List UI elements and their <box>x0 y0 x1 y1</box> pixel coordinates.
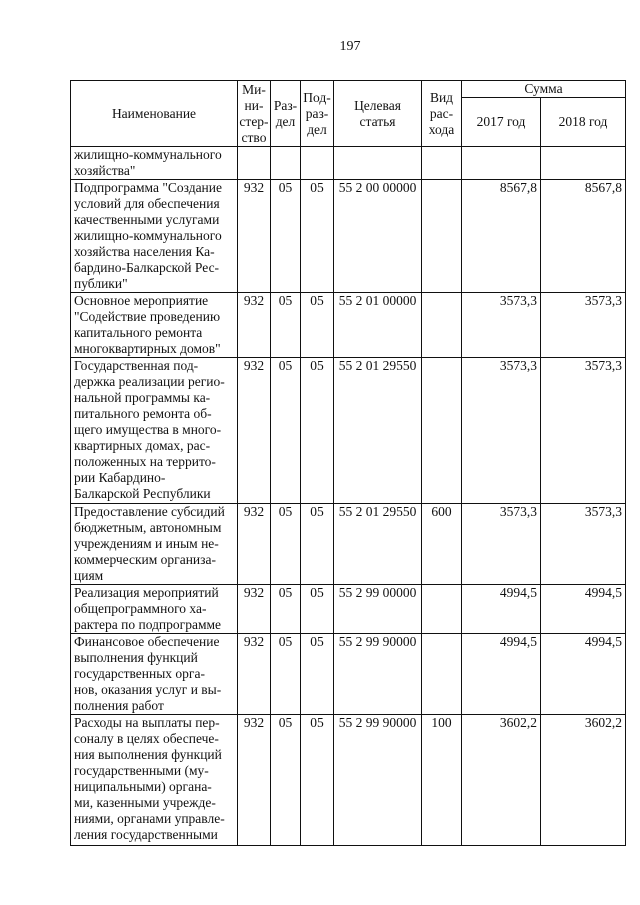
header-year-2017: 2017 год <box>462 98 541 147</box>
ministry-cell: 932 <box>238 715 271 846</box>
header-sum: Сумма <box>462 81 626 98</box>
table-row <box>71 504 626 585</box>
sum-2018-cell: 3602,2 <box>541 715 626 846</box>
target-article-cell: 55 2 99 90000 <box>334 634 422 715</box>
name-cell: Расходы на выплаты пер- соналу в целях обеспече- ния выполнения функций государственными (му- ниципальными) органа- ми, казенными учрежде- ниями, органами управле- ления государственными <box>71 715 238 846</box>
subsection-cell: 05 <box>301 504 334 585</box>
ministry-cell: 932 <box>238 180 271 293</box>
expense-type-cell <box>422 147 462 180</box>
ministry-cell <box>238 147 271 180</box>
sum-2018-cell: 3573,3 <box>541 293 626 358</box>
header-section: Раз- дел <box>271 81 301 147</box>
section-cell: 05 <box>271 715 301 846</box>
section-cell: 05 <box>271 293 301 358</box>
target-article-cell: 55 2 01 29550 <box>334 504 422 585</box>
sum-2017-cell: 4994,5 <box>462 585 541 634</box>
target-article-cell <box>334 147 422 180</box>
expense-type-cell <box>422 634 462 715</box>
name-cell: Подпрограмма "Создание условий для обеспечения качественными услугами жилищно-коммунального хозяйства населения Ка- бардино-Балкарской Рес- публики" <box>71 180 238 293</box>
name-cell: Основное мероприятие "Содействие проведению капитального ремонта многоквартирных домов" <box>71 293 238 358</box>
page-number: 197 <box>339 39 361 54</box>
section-cell: 05 <box>271 634 301 715</box>
header-expense-type: Вид рас- хода <box>422 81 462 147</box>
subsection-cell: 05 <box>301 715 334 846</box>
table-row <box>71 585 626 634</box>
ministry-cell: 932 <box>238 585 271 634</box>
sum-2018-cell: 4994,5 <box>541 634 626 715</box>
sum-2018-cell: 4994,5 <box>541 585 626 634</box>
table-row <box>71 634 626 715</box>
ministry-cell: 932 <box>238 634 271 715</box>
sum-2017-cell: 3602,2 <box>462 715 541 846</box>
header-name: Наименование <box>71 81 238 147</box>
table-row <box>71 293 626 358</box>
budget-table <box>70 80 626 846</box>
sum-2017-cell: 3573,3 <box>462 504 541 585</box>
target-article-cell: 55 2 99 90000 <box>334 715 422 846</box>
name-cell: Предоставление субсидий бюджетным, автономным учреждениям и иным не- коммерческим организа- циям <box>71 504 238 585</box>
expense-type-cell <box>422 585 462 634</box>
header-row <box>71 81 626 98</box>
target-article-cell: 55 2 01 29550 <box>334 358 422 504</box>
subsection-cell <box>301 147 334 180</box>
header-year-2018: 2018 год <box>541 98 626 147</box>
subsection-cell: 05 <box>301 585 334 634</box>
sum-2018-cell <box>541 147 626 180</box>
sum-2018-cell: 3573,3 <box>541 358 626 504</box>
expense-type-cell <box>422 293 462 358</box>
header-subsection: Под- раз- дел <box>301 81 334 147</box>
sum-2017-cell: 3573,3 <box>462 358 541 504</box>
section-cell: 05 <box>271 358 301 504</box>
section-cell: 05 <box>271 180 301 293</box>
table-row <box>71 358 626 504</box>
target-article-cell: 55 2 00 00000 <box>334 180 422 293</box>
subsection-cell: 05 <box>301 358 334 504</box>
sum-2018-cell: 8567,8 <box>541 180 626 293</box>
ministry-cell: 932 <box>238 504 271 585</box>
ministry-cell: 932 <box>238 358 271 504</box>
subsection-cell: 05 <box>301 180 334 293</box>
header-target-article: Целевая статья <box>334 81 422 147</box>
table-row <box>71 180 626 293</box>
table-header <box>71 81 626 147</box>
expense-type-cell: 600 <box>422 504 462 585</box>
target-article-cell: 55 2 99 00000 <box>334 585 422 634</box>
sum-2017-cell: 3573,3 <box>462 293 541 358</box>
expense-type-cell: 100 <box>422 715 462 846</box>
name-cell: Реализация мероприятий общепрограммного ха- рактера по подпрограмме <box>71 585 238 634</box>
ministry-cell: 932 <box>238 293 271 358</box>
sum-2017-cell: 4994,5 <box>462 634 541 715</box>
sum-2017-cell <box>462 147 541 180</box>
section-cell <box>271 147 301 180</box>
expense-type-cell <box>422 180 462 293</box>
header-ministry: Ми- ни- стер- ство <box>239 81 269 145</box>
name-cell: Государственная под- держка реализации регио- нальной программы ка- питального ремонта об- щего имущества в много- квартирных домах, рас- положенных на террито- рии Кабардино- Балкарской Республики <box>71 358 238 504</box>
table-row <box>71 715 626 846</box>
sum-2018-cell: 3573,3 <box>541 504 626 585</box>
expense-type-cell <box>422 358 462 504</box>
name-cell: жилищно-коммунального хозяйства" <box>71 147 238 180</box>
target-article-cell: 55 2 01 00000 <box>334 293 422 358</box>
table-body <box>71 147 626 846</box>
subsection-cell: 05 <box>301 293 334 358</box>
sum-2017-cell: 8567,8 <box>462 180 541 293</box>
section-cell: 05 <box>271 585 301 634</box>
subsection-cell: 05 <box>301 634 334 715</box>
name-cell: Финансовое обеспечение выполнения функций государственных орга- нов, оказания услуг и вы- полнения работ <box>71 634 238 715</box>
section-cell: 05 <box>271 504 301 585</box>
table-row <box>71 147 626 180</box>
